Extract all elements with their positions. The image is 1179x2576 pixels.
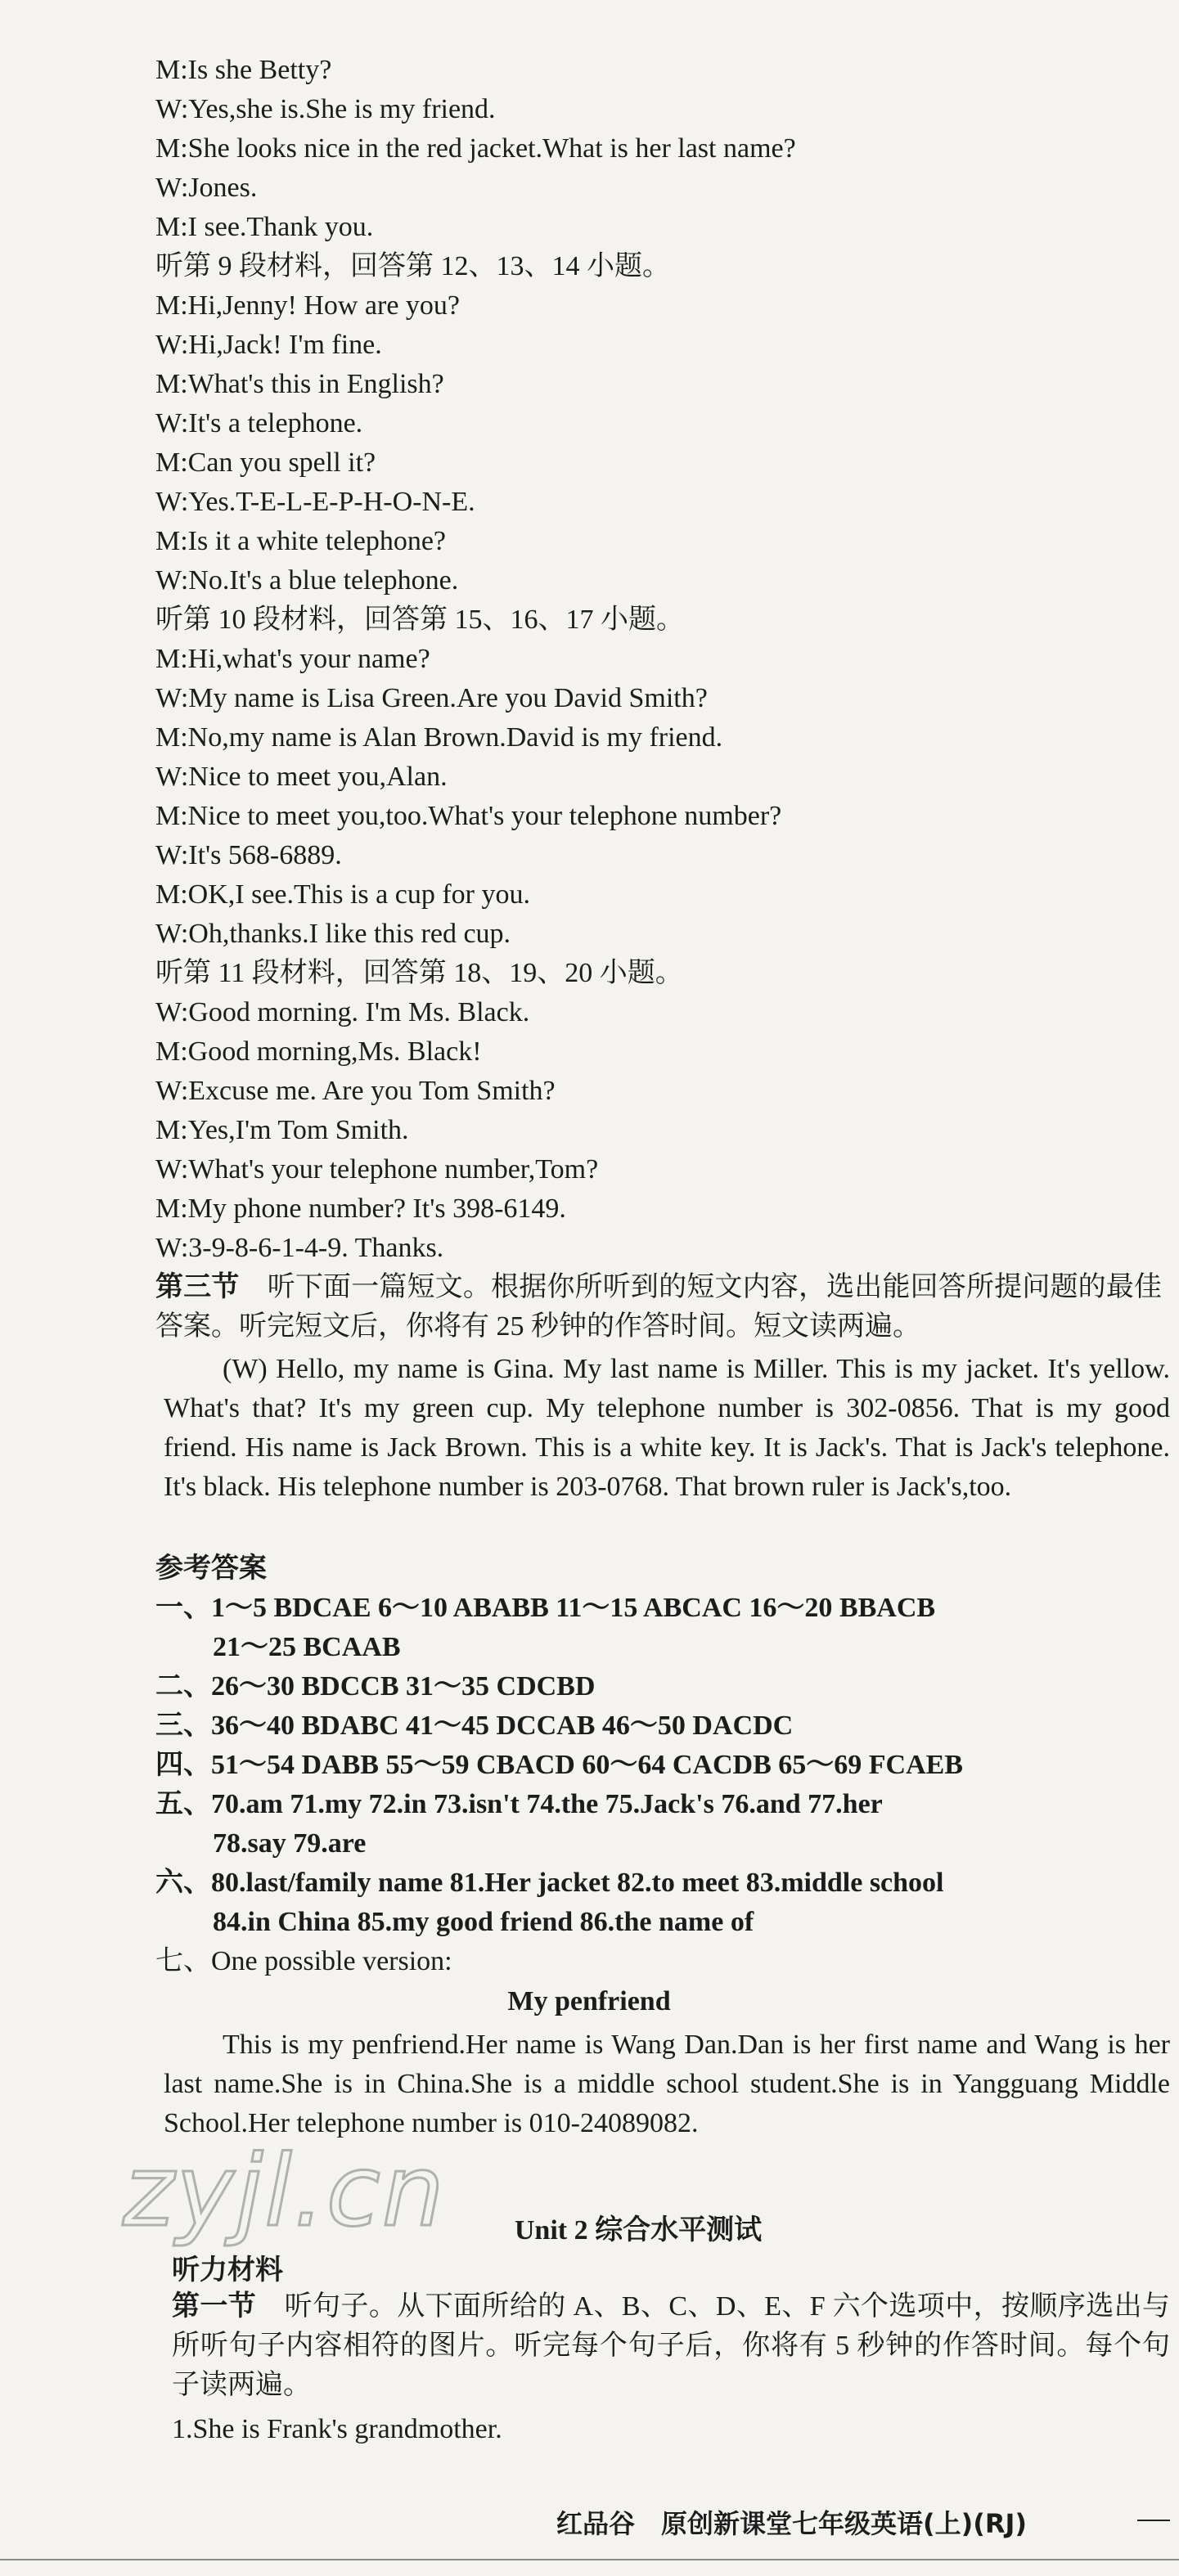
dialogue-line: M:Hi,Jenny! How are you? [155, 290, 461, 321]
essay-body: This is my penfriend.Her name is Wang Dan.Dan is her first name and Wang is her last name.She is in China.She is a middle school student.She is in Yangguang Middle School.Her telephone number is 010-24089082. [164, 2030, 1170, 2138]
dialogue-line: M:I see.Thank you. [155, 212, 374, 242]
dialogue-line: W:Yes,she is.She is my friend. [155, 94, 496, 124]
dialogue-line: M:She looks nice in the red jacket.What is her last name? [155, 133, 796, 164]
dialogue-line: W:What's your telephone number,Tom? [155, 1154, 599, 1185]
dialogue-line: W:Good morning. I'm Ms. Black. [155, 997, 530, 1027]
dialogue-line: W:Yes.T-E-L-E-P-H-O-N-E. [155, 487, 475, 517]
watermark-logo: zyjl.cn [123, 2135, 446, 2249]
dialogue-line: W:Hi,Jack! I'm fine. [155, 330, 382, 360]
answer-row: 七、One possible version: [155, 1946, 452, 1976]
answer-row: 78.say 79.are [213, 1828, 367, 1859]
page-footer: 红品谷 原创新课堂七年级英语(上)(RJ) [556, 2508, 1028, 2539]
answer-row: 一、1～5 BDCAE 6～10 ABABB 11～15 ABCAC 16～20 BBACB [155, 1593, 936, 1623]
answer-row: 三、36～40 BDABC 41～45 DCCAB 46～50 DACDC [155, 1711, 794, 1741]
section-instruction: 听第 9 段材料，回答第 12、13、14 小题。 [155, 251, 670, 281]
answer-row: 84.in China 85.my good friend 86.the name of [213, 1907, 754, 1937]
dialogue-line: M:My phone number? It's 398-6149. [155, 1194, 566, 1224]
dialogue-line: W:It's 568-6889. [155, 840, 342, 870]
unit2-title: Unit 2 综合水平测试 [514, 2215, 763, 2246]
section-instruction: 听第 11 段材料，回答第 18、19、20 小题。 [155, 958, 683, 988]
dialogue-line: M:What's this in English? [155, 369, 444, 399]
answer-row: 21～25 BCAAB [213, 1632, 401, 1662]
dialogue-line: M:Can you spell it? [155, 447, 376, 478]
answers-heading: 参考答案 [155, 1553, 267, 1584]
section1-instruction [172, 2287, 1170, 2405]
answer-row: 二、26～30 BDCCB 31～35 CDCBD [155, 1671, 596, 1702]
dialogue-line: M:Hi,what's your name? [155, 644, 430, 674]
dialogue-line: W:Excuse me. Are you Tom Smith? [155, 1076, 556, 1106]
dialogue-line: W:My name is Lisa Green.Are you David Smith? [155, 683, 708, 713]
section3-text: 听下面一篇短文。根据你所听到的短文内容，选出能回答所提问题的最佳答案。听完短文后，你将有 25 秒钟的作答时间。短文读两遍。 [155, 1272, 1162, 1342]
essay-title: My penfriend [507, 1986, 671, 2016]
dialogue-line: W:Nice to meet you,Alan. [155, 762, 448, 792]
answer-row: 四、51～54 DABB 55～59 CBACD 60～64 CACDB 65～69 FCAEB [155, 1750, 963, 1780]
dialogue-line: W:3-9-8-6-1-4-9. Thanks. [155, 1233, 444, 1263]
dialogue-line: W:It's a telephone. [155, 408, 363, 438]
section3-instruction [155, 1268, 1162, 1346]
section3-label: 第三节 [155, 1272, 240, 1302]
dialogue-line: M:Yes,I'm Tom Smith. [155, 1115, 409, 1145]
section1-text: 听句子。从下面所给的 A、B、C、D、E、F 六个选项中，按顺序选出与所听句子内容相符的图片。听完每个句子后，你将有 5 秒钟的作答时间。每个句子读两遍。 [172, 2291, 1171, 2400]
dialogue-line: M:OK,I see.This is a cup for you. [155, 879, 530, 910]
dialogue-line: M:No,my name is Alan Brown.David is my friend. [155, 722, 723, 753]
footer-dash [1137, 2520, 1170, 2521]
dialogue-line: W:Oh,thanks.I like this red cup. [155, 919, 511, 949]
answer-row: 五、70.am 71.my 72.in 73.isn't 74.the 75.Jack's 76.and 77.her [155, 1789, 883, 1819]
section3-passage: (W) Hello, my name is Gina. My last name is Miller. This is my jacket. It's yellow. What's that? It's my green cup. My telephone number is 302-0856. That is my good friend. His name is Jack Brown. This is a white key. It is Jack's. That is Jack's telephone. It's black. His telephone number is 203-0768. That brown ruler is Jack's,too. [164, 1354, 1170, 1502]
bottom-rule [0, 2559, 1179, 2560]
dialogue-line: M:Is she Betty? [155, 55, 332, 85]
dialogue-line: M:Nice to meet you,too.What's your telephone number? [155, 801, 782, 831]
question-1: 1.She is Frank's grandmother. [172, 2414, 502, 2444]
section-instruction: 听第 10 段材料，回答第 15、16、17 小题。 [155, 605, 684, 635]
dialogue-line: W:Jones. [155, 173, 258, 203]
section1-label: 第一节 [172, 2291, 257, 2322]
dialogue-line: M:Is it a white telephone? [155, 526, 447, 556]
dialogue-line: M:Good morning,Ms. Black! [155, 1036, 482, 1067]
listening-heading: 听力材料 [172, 2255, 283, 2286]
answer-row: 六、80.last/family name 81.Her jacket 82.to meet 83.middle school [155, 1868, 944, 1898]
dialogue-line: W:No.It's a blue telephone. [155, 565, 459, 596]
